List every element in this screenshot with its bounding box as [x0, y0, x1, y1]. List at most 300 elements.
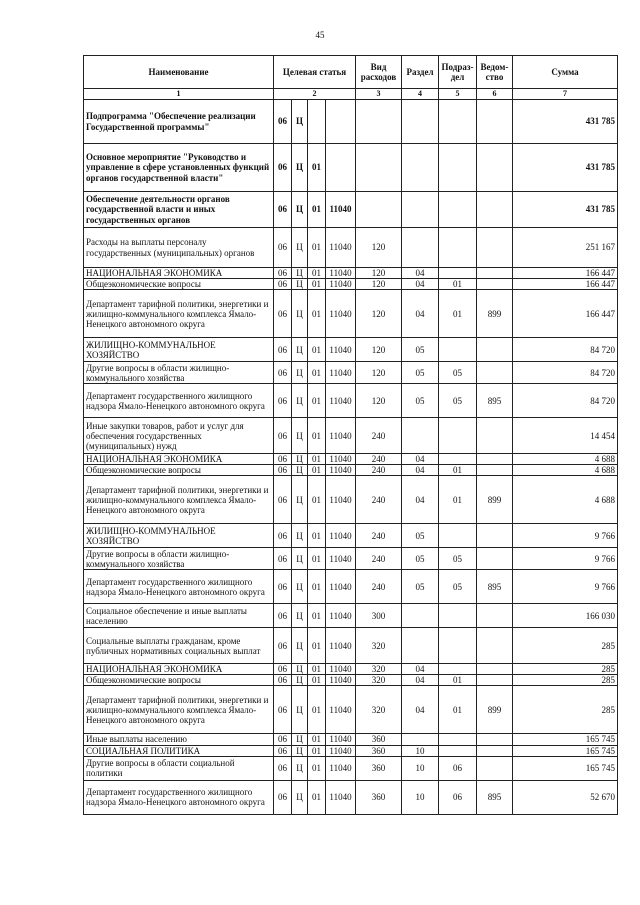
- row-name: НАЦИОНАЛЬНАЯ ЭКОНОМИКА: [84, 664, 274, 675]
- code-direction: 11040: [326, 756, 356, 780]
- subsection-code: [439, 338, 477, 362]
- table-row: [84, 628, 618, 664]
- code-event: 01: [308, 664, 326, 675]
- code-subprogram: Ц: [292, 144, 308, 192]
- row-name: Департамент государственного жилищного надзора Ямало-Ненецкого автономного округа: [84, 384, 274, 418]
- code-subprogram: Ц: [292, 734, 308, 745]
- code-direction: 11040: [326, 362, 356, 384]
- column-number: 6: [477, 89, 513, 100]
- code-event: 01: [308, 454, 326, 465]
- department-code: [477, 338, 513, 362]
- code-program: 06: [274, 279, 292, 290]
- code-program: 06: [274, 570, 292, 604]
- code-subprogram: Ц: [292, 604, 308, 628]
- code-event: 01: [308, 675, 326, 686]
- code-direction: 11040: [326, 686, 356, 734]
- table-row: [84, 745, 618, 756]
- expense-type: 240: [356, 476, 402, 524]
- table-row: [84, 384, 618, 418]
- table-row: [84, 756, 618, 780]
- expense-type: 240: [356, 418, 402, 454]
- expense-type: 120: [356, 384, 402, 418]
- table-row: [84, 418, 618, 454]
- budget-table: [83, 55, 618, 815]
- row-sum: 165 745: [513, 756, 618, 780]
- code-event: 01: [308, 745, 326, 756]
- department-code: 895: [477, 780, 513, 814]
- section-code: 04: [402, 268, 439, 279]
- code-program: 06: [274, 268, 292, 279]
- row-sum: 285: [513, 664, 618, 675]
- code-program: 06: [274, 362, 292, 384]
- subsection-code: [439, 454, 477, 465]
- code-event: 01: [308, 548, 326, 570]
- row-sum: 4 688: [513, 476, 618, 524]
- code-event: 01: [308, 780, 326, 814]
- expense-type: [356, 192, 402, 228]
- expense-type: 120: [356, 362, 402, 384]
- department-code: [477, 362, 513, 384]
- code-event: 01: [308, 465, 326, 476]
- section-code: 10: [402, 745, 439, 756]
- subsection-code: [439, 100, 477, 144]
- expense-type: 120: [356, 338, 402, 362]
- department-code: [477, 604, 513, 628]
- code-event: [308, 100, 326, 144]
- code-event: 01: [308, 604, 326, 628]
- code-subprogram: Ц: [292, 756, 308, 780]
- subsection-code: [439, 192, 477, 228]
- row-name: Другие вопросы в области жилищно-коммунального хозяйства: [84, 362, 274, 384]
- code-subprogram: Ц: [292, 362, 308, 384]
- code-program: 06: [274, 454, 292, 465]
- code-program: 06: [274, 384, 292, 418]
- subsection-code: [439, 524, 477, 548]
- row-sum: 9 766: [513, 548, 618, 570]
- section-code: [402, 192, 439, 228]
- code-direction: 11040: [326, 604, 356, 628]
- section-code: 05: [402, 524, 439, 548]
- subsection-code: 01: [439, 476, 477, 524]
- code-program: 06: [274, 628, 292, 664]
- table-row: [84, 228, 618, 268]
- row-sum: 84 720: [513, 362, 618, 384]
- department-code: [477, 228, 513, 268]
- row-name: Социальное обеспечение и иные выплаты населению: [84, 604, 274, 628]
- department-code: 895: [477, 570, 513, 604]
- department-code: [477, 675, 513, 686]
- row-name: Расходы на выплаты персоналу государственных (муниципальных) органов: [84, 228, 274, 268]
- department-code: 899: [477, 476, 513, 524]
- table-row: [84, 144, 618, 192]
- subsection-code: [439, 604, 477, 628]
- subsection-code: [439, 745, 477, 756]
- code-event: 01: [308, 279, 326, 290]
- code-event: 01: [308, 290, 326, 338]
- row-sum: 285: [513, 686, 618, 734]
- code-direction: 11040: [326, 780, 356, 814]
- subsection-code: 06: [439, 780, 477, 814]
- department-code: [477, 465, 513, 476]
- code-event: 01: [308, 384, 326, 418]
- row-sum: 14 454: [513, 418, 618, 454]
- subsection-code: 05: [439, 362, 477, 384]
- subsection-code: 01: [439, 675, 477, 686]
- row-name: Департамент государственного жилищного надзора Ямало-Ненецкого автономного округа: [84, 570, 274, 604]
- department-code: [477, 100, 513, 144]
- row-sum: 431 785: [513, 192, 618, 228]
- row-name: Другие вопросы в области социальной политики: [84, 756, 274, 780]
- section-code: 04: [402, 290, 439, 338]
- code-direction: 11040: [326, 628, 356, 664]
- code-program: 06: [274, 290, 292, 338]
- code-program: 06: [274, 548, 292, 570]
- expense-type: 120: [356, 279, 402, 290]
- header-department: Ведом- ство: [477, 56, 513, 89]
- row-sum: 165 745: [513, 734, 618, 745]
- row-name: Общеэкономические вопросы: [84, 465, 274, 476]
- section-code: [402, 734, 439, 745]
- row-name: ЖИЛИЩНО-КОММУНАЛЬНОЕ ХОЗЯЙСТВО: [84, 338, 274, 362]
- row-name: ЖИЛИЩНО-КОММУНАЛЬНОЕ ХОЗЯЙСТВО: [84, 524, 274, 548]
- row-name: Подпрограмма "Обеспечение реализации Государственной программы": [84, 100, 274, 144]
- table-row: [84, 192, 618, 228]
- row-sum: 165 745: [513, 745, 618, 756]
- row-name: Департамент тарифной политики, энергетики и жилищно-коммунального комплекса Ямало-Ненецкого автономного округа: [84, 476, 274, 524]
- department-code: [477, 192, 513, 228]
- section-code: [402, 628, 439, 664]
- department-code: [477, 454, 513, 465]
- subsection-code: 05: [439, 570, 477, 604]
- code-subprogram: Ц: [292, 628, 308, 664]
- code-event: 01: [308, 756, 326, 780]
- header-subsection: Подраз- дел: [439, 56, 477, 89]
- row-sum: 251 167: [513, 228, 618, 268]
- code-program: 06: [274, 664, 292, 675]
- code-program: 06: [274, 745, 292, 756]
- section-code: 04: [402, 454, 439, 465]
- table-row: [84, 362, 618, 384]
- department-code: [477, 734, 513, 745]
- expense-type: 240: [356, 570, 402, 604]
- row-sum: 52 670: [513, 780, 618, 814]
- table-row: [84, 100, 618, 144]
- expense-type: 360: [356, 780, 402, 814]
- code-subprogram: Ц: [292, 780, 308, 814]
- column-number: 1: [84, 89, 274, 100]
- expense-type: 120: [356, 268, 402, 279]
- code-program: 06: [274, 780, 292, 814]
- subsection-code: 05: [439, 384, 477, 418]
- column-number-row: [84, 89, 618, 100]
- department-code: 899: [477, 686, 513, 734]
- code-event: 01: [308, 268, 326, 279]
- expense-type: [356, 144, 402, 192]
- subsection-code: [439, 628, 477, 664]
- code-subprogram: Ц: [292, 745, 308, 756]
- code-direction: [326, 100, 356, 144]
- section-code: [402, 144, 439, 192]
- column-number: 4: [402, 89, 439, 100]
- code-program: 06: [274, 100, 292, 144]
- column-number: 2: [274, 89, 356, 100]
- expense-type: 300: [356, 604, 402, 628]
- code-subprogram: Ц: [292, 664, 308, 675]
- row-name: Общеэкономические вопросы: [84, 675, 274, 686]
- code-program: 06: [274, 524, 292, 548]
- section-code: 04: [402, 279, 439, 290]
- department-code: 895: [477, 384, 513, 418]
- code-program: 06: [274, 465, 292, 476]
- table-row: [84, 476, 618, 524]
- subsection-code: [439, 664, 477, 675]
- table-row: [84, 734, 618, 745]
- section-code: 05: [402, 570, 439, 604]
- department-code: 899: [477, 290, 513, 338]
- section-code: 04: [402, 465, 439, 476]
- code-direction: 11040: [326, 524, 356, 548]
- expense-type: [356, 100, 402, 144]
- table-row: [84, 524, 618, 548]
- code-event: 01: [308, 734, 326, 745]
- row-sum: 9 766: [513, 524, 618, 548]
- table-row: [84, 570, 618, 604]
- header-name: Наименование: [84, 56, 274, 89]
- row-sum: 285: [513, 675, 618, 686]
- code-direction: [326, 144, 356, 192]
- code-event: 01: [308, 192, 326, 228]
- section-code: [402, 228, 439, 268]
- row-sum: 431 785: [513, 100, 618, 144]
- expense-type: 320: [356, 664, 402, 675]
- section-code: 05: [402, 548, 439, 570]
- section-code: 10: [402, 780, 439, 814]
- section-code: [402, 100, 439, 144]
- department-code: [477, 628, 513, 664]
- header-target: Целевая статья: [274, 56, 356, 89]
- column-number: 5: [439, 89, 477, 100]
- code-subprogram: Ц: [292, 454, 308, 465]
- code-program: 06: [274, 418, 292, 454]
- expense-type: 240: [356, 548, 402, 570]
- department-code: [477, 144, 513, 192]
- expense-type: 360: [356, 745, 402, 756]
- code-direction: 11040: [326, 384, 356, 418]
- section-code: [402, 418, 439, 454]
- code-subprogram: Ц: [292, 100, 308, 144]
- code-event: 01: [308, 338, 326, 362]
- department-code: [477, 548, 513, 570]
- table-row: [84, 279, 618, 290]
- row-name: Департамент тарифной политики, энергетики и жилищно-коммунального комплекса Ямало-Ненецкого автономного округа: [84, 686, 274, 734]
- table-row: [84, 465, 618, 476]
- subsection-code: [439, 228, 477, 268]
- department-code: [477, 268, 513, 279]
- row-sum: 166 447: [513, 268, 618, 279]
- row-name: Иные выплаты населению: [84, 734, 274, 745]
- expense-type: 120: [356, 228, 402, 268]
- code-subprogram: Ц: [292, 279, 308, 290]
- department-code: [477, 745, 513, 756]
- subsection-code: [439, 144, 477, 192]
- row-sum: 166 447: [513, 279, 618, 290]
- code-direction: 11040: [326, 465, 356, 476]
- code-direction: 11040: [326, 268, 356, 279]
- table-row: [84, 780, 618, 814]
- table-row: [84, 290, 618, 338]
- expense-type: 240: [356, 524, 402, 548]
- code-subprogram: Ц: [292, 524, 308, 548]
- code-program: 06: [274, 476, 292, 524]
- header-sum: Сумма: [513, 56, 618, 89]
- expense-type: 360: [356, 734, 402, 745]
- code-program: 06: [274, 604, 292, 628]
- code-direction: 11040: [326, 476, 356, 524]
- row-name: Социальные выплаты гражданам, кроме публичных нормативных социальных выплат: [84, 628, 274, 664]
- row-sum: 166 030: [513, 604, 618, 628]
- column-number: 3: [356, 89, 402, 100]
- row-sum: 84 720: [513, 338, 618, 362]
- row-name: Основное мероприятие "Руководство и управление в сфере установленных функций органов государственной власти": [84, 144, 274, 192]
- table-row: [84, 548, 618, 570]
- section-code: 05: [402, 362, 439, 384]
- code-subprogram: Ц: [292, 418, 308, 454]
- code-subprogram: Ц: [292, 268, 308, 279]
- code-program: 06: [274, 686, 292, 734]
- subsection-code: 01: [439, 290, 477, 338]
- code-direction: 11040: [326, 675, 356, 686]
- subsection-code: 01: [439, 279, 477, 290]
- section-code: 04: [402, 686, 439, 734]
- code-subprogram: Ц: [292, 686, 308, 734]
- row-name: Департамент тарифной политики, энергетики и жилищно-коммунального комплекса Ямало-Ненецкого автономного округа: [84, 290, 274, 338]
- section-code: [402, 604, 439, 628]
- subsection-code: 05: [439, 548, 477, 570]
- row-name: СОЦИАЛЬНАЯ ПОЛИТИКА: [84, 745, 274, 756]
- code-subprogram: Ц: [292, 570, 308, 604]
- code-program: 06: [274, 756, 292, 780]
- code-program: 06: [274, 734, 292, 745]
- code-direction: 11040: [326, 734, 356, 745]
- code-program: 06: [274, 192, 292, 228]
- code-event: 01: [308, 362, 326, 384]
- row-name: Департамент государственного жилищного надзора Ямало-Ненецкого автономного округа: [84, 780, 274, 814]
- table-row: [84, 664, 618, 675]
- code-direction: 11040: [326, 664, 356, 675]
- code-direction: 11040: [326, 279, 356, 290]
- section-code: 05: [402, 338, 439, 362]
- subsection-code: 06: [439, 756, 477, 780]
- department-code: [477, 664, 513, 675]
- row-sum: 285: [513, 628, 618, 664]
- row-sum: 431 785: [513, 144, 618, 192]
- code-subprogram: Ц: [292, 548, 308, 570]
- section-code: 04: [402, 664, 439, 675]
- row-sum: 9 766: [513, 570, 618, 604]
- department-code: [477, 279, 513, 290]
- expense-type: 120: [356, 290, 402, 338]
- row-name: Обеспечение деятельности органов государственной власти и иных государственных органов: [84, 192, 274, 228]
- expense-type: 320: [356, 675, 402, 686]
- table-row: [84, 338, 618, 362]
- column-number: 7: [513, 89, 618, 100]
- code-direction: 11040: [326, 418, 356, 454]
- subsection-code: 01: [439, 686, 477, 734]
- table-row: [84, 268, 618, 279]
- page-number: 45: [315, 30, 325, 40]
- code-event: 01: [308, 570, 326, 604]
- row-sum: 166 447: [513, 290, 618, 338]
- section-code: 05: [402, 384, 439, 418]
- row-sum: 4 688: [513, 465, 618, 476]
- code-subprogram: Ц: [292, 384, 308, 418]
- code-program: 06: [274, 228, 292, 268]
- code-direction: 11040: [326, 570, 356, 604]
- code-subprogram: Ц: [292, 476, 308, 524]
- code-event: 01: [308, 418, 326, 454]
- department-code: [477, 756, 513, 780]
- header-exp-type: Вид расходов: [356, 56, 402, 89]
- code-program: 06: [274, 338, 292, 362]
- table-row: [84, 686, 618, 734]
- code-event: 01: [308, 144, 326, 192]
- code-direction: 11040: [326, 454, 356, 465]
- code-event: 01: [308, 228, 326, 268]
- expense-type: 320: [356, 686, 402, 734]
- row-sum: 84 720: [513, 384, 618, 418]
- code-event: 01: [308, 524, 326, 548]
- row-sum: 4 688: [513, 454, 618, 465]
- header-section: Раздел: [402, 56, 439, 89]
- expense-type: 360: [356, 756, 402, 780]
- row-name: НАЦИОНАЛЬНАЯ ЭКОНОМИКА: [84, 454, 274, 465]
- row-name: НАЦИОНАЛЬНАЯ ЭКОНОМИКА: [84, 268, 274, 279]
- code-direction: 11040: [326, 548, 356, 570]
- code-subprogram: Ц: [292, 290, 308, 338]
- code-direction: 11040: [326, 290, 356, 338]
- section-code: 04: [402, 675, 439, 686]
- table-header-row: [84, 56, 618, 89]
- code-event: 01: [308, 628, 326, 664]
- section-code: 10: [402, 756, 439, 780]
- table-row: [84, 454, 618, 465]
- code-direction: 11040: [326, 192, 356, 228]
- code-subprogram: Ц: [292, 675, 308, 686]
- table-row: [84, 675, 618, 686]
- department-code: [477, 418, 513, 454]
- code-subprogram: Ц: [292, 228, 308, 268]
- subsection-code: [439, 418, 477, 454]
- code-event: 01: [308, 476, 326, 524]
- department-code: [477, 524, 513, 548]
- expense-type: 320: [356, 628, 402, 664]
- row-name: Другие вопросы в области жилищно-коммунального хозяйства: [84, 548, 274, 570]
- subsection-code: [439, 734, 477, 745]
- table-row: [84, 604, 618, 628]
- row-name: Иные закупки товаров, работ и услуг для обеспечения государственных (муниципальных) нужд: [84, 418, 274, 454]
- code-event: 01: [308, 686, 326, 734]
- code-subprogram: Ц: [292, 192, 308, 228]
- code-direction: 11040: [326, 338, 356, 362]
- expense-type: 240: [356, 454, 402, 465]
- expense-type: 240: [356, 465, 402, 476]
- section-code: 04: [402, 476, 439, 524]
- row-name: Общеэкономические вопросы: [84, 279, 274, 290]
- subsection-code: [439, 268, 477, 279]
- code-subprogram: Ц: [292, 338, 308, 362]
- subsection-code: 01: [439, 465, 477, 476]
- code-direction: 11040: [326, 228, 356, 268]
